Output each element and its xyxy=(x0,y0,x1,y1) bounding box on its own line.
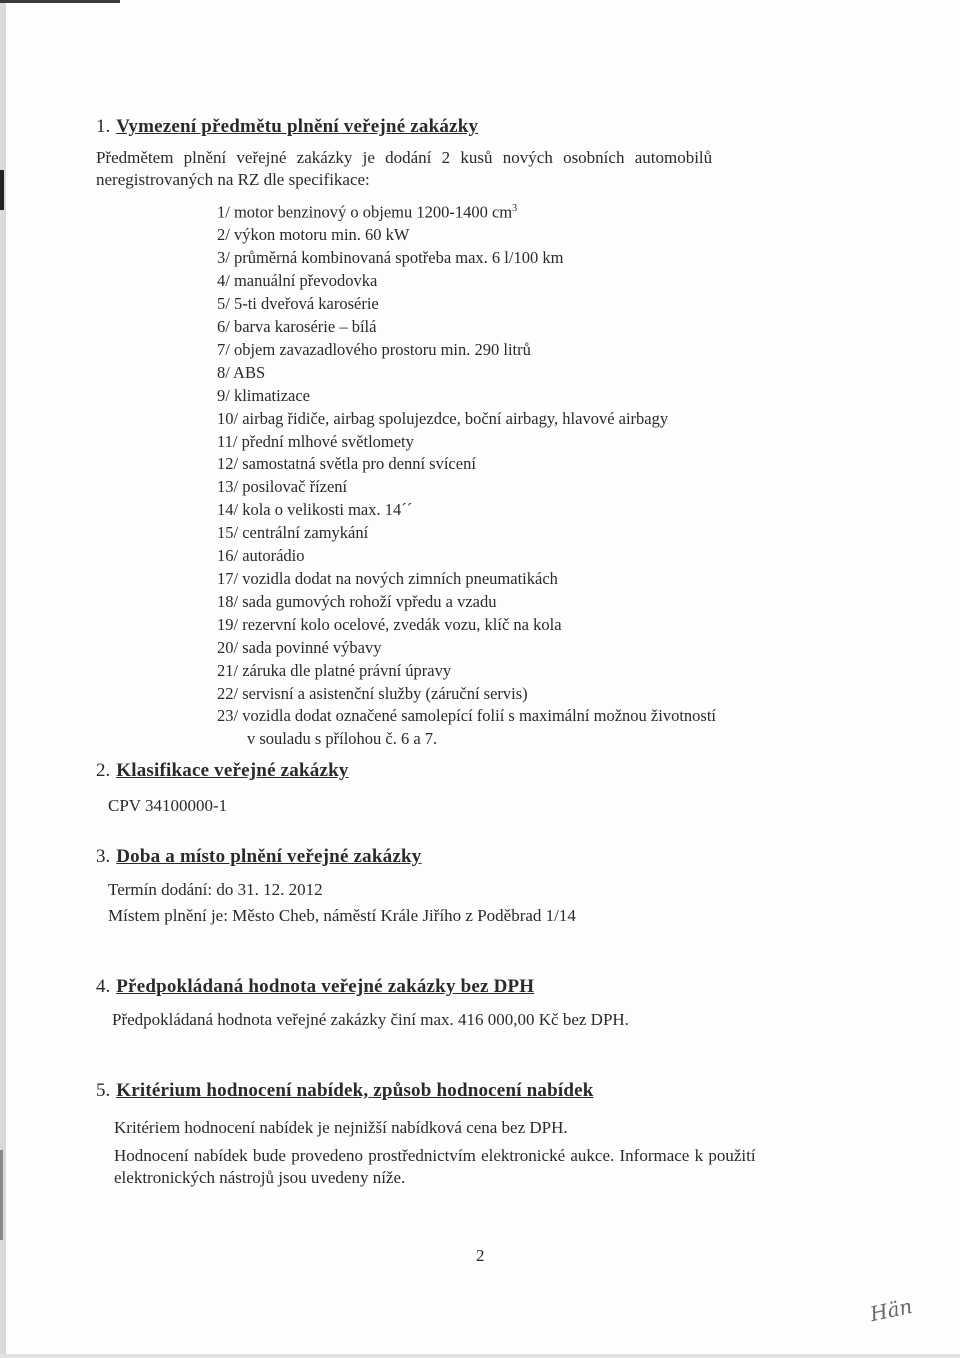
list-item: 10/ airbag řidiče, airbag spolujezdce, boční airbagy, hlavové airbagy xyxy=(217,408,669,428)
list-item-continuation: v souladu s přílohou č. 6 a 7. xyxy=(247,729,438,749)
section-2-heading xyxy=(96,760,349,782)
list-item: 14/ kola o velikosti max. 14´´ xyxy=(217,500,413,520)
superscript: 3 xyxy=(512,203,518,214)
list-item: 15/ centrální zamykání xyxy=(217,523,369,543)
list-item: 9/ klimatizace xyxy=(217,385,310,405)
list-item: 12/ samostatná světla pro denní svícení xyxy=(217,454,476,474)
list-item: 20/ sada povinné výbavy xyxy=(217,637,382,657)
page-number: 2 xyxy=(476,1246,485,1265)
list-item: 11/ přední mlhové světlomety xyxy=(217,431,414,451)
section-number: 4. xyxy=(96,976,111,997)
section-number: 3. xyxy=(96,846,111,867)
handwritten-signature: Hän xyxy=(867,1293,915,1327)
list-item: 18/ sada gumových rohoží vpředu a vzadu xyxy=(217,591,497,611)
list-item: 13/ posilovač řízení xyxy=(217,477,348,497)
list-item: 21/ záruka dle platné právní úpravy xyxy=(217,660,452,680)
list-item: 7/ objem zavazadlového prostoru min. 290 litrů xyxy=(217,339,531,359)
section-1-intro-line1: Předmětem plnění veřejné zakázky je dodání 2 kusů nových osobních automobilů xyxy=(96,148,713,167)
list-item: 23/ vozidla dodat označené samolepící folií s maximální možnou životností xyxy=(217,706,717,726)
list-item: 4/ manuální převodovka xyxy=(217,271,378,291)
evaluation-method-line1: Hodnocení nabídek bude provedeno prostřednictvím elektronické aukce. Informace k použití xyxy=(114,1146,756,1165)
section-5-heading xyxy=(96,1080,594,1102)
section-number: 5. xyxy=(96,1080,111,1101)
evaluation-method-line2: elektronických nástrojů jsou uvedeny níže. xyxy=(114,1168,406,1187)
section-number: 1. xyxy=(96,116,111,137)
section-4-heading xyxy=(96,976,534,998)
delivery-date: Termín dodání: do 31. 12. 2012 xyxy=(108,880,323,899)
list-item: 5/ 5-ti dveřová karosérie xyxy=(217,294,379,314)
list-item: 19/ rezervní kolo ocelové, zvedák vozu, klíč na kola xyxy=(217,614,562,634)
evaluation-criterion: Kritériem hodnocení nabídek je nejnižší nabídková cena bez DPH. xyxy=(114,1118,568,1137)
list-item: 22/ servisní a asistenční služby (záruční servis) xyxy=(217,683,528,703)
list-item: 6/ barva karosérie – bílá xyxy=(217,317,377,337)
specification-list xyxy=(217,198,716,751)
section-title: Vymezení předmětu plnění veřejné zakázky xyxy=(116,116,479,137)
section-title: Kritérium hodnocení nabídek, způsob hodnocení nabídek xyxy=(116,1080,594,1101)
section-1-heading xyxy=(96,116,478,138)
list-item: 1/ motor benzinový o objemu 1200-1400 $cm^3$ xyxy=(217,202,518,222)
cpv-code: CPV 34100000-1 xyxy=(108,796,228,815)
delivery-place: Místem plnění je: Město Cheb, náměstí Krále Jiřího z Poděbrad 1/14 xyxy=(108,906,576,925)
list-item: 2/ výkon motoru min. 60 kW xyxy=(217,225,410,245)
section-title: Doba a místo plnění veřejné zakázky xyxy=(116,846,422,867)
section-title: Klasifikace veřejné zakázky xyxy=(116,760,349,781)
section-number: 2. xyxy=(96,760,111,781)
list-item: 8/ ABS xyxy=(217,362,266,382)
section-1-intro-line2: neregistrovaných na RZ dle specifikace: xyxy=(96,170,370,189)
section-title: Předpokládaná hodnota veřejné zakázky bez DPH xyxy=(116,976,535,997)
list-item: 16/ autorádio xyxy=(217,546,305,566)
section-3-heading xyxy=(96,846,421,868)
list-item: 17/ vozidla dodat na nových zimních pneumatikách xyxy=(217,569,558,588)
estimated-value: Předpokládaná hodnota veřejné zakázky činí max. 416 000,00 Kč bez DPH. xyxy=(112,1010,629,1029)
list-item: 3/ průměrná kombinovaná spotřeba max. 6 l/100 km xyxy=(217,248,564,268)
